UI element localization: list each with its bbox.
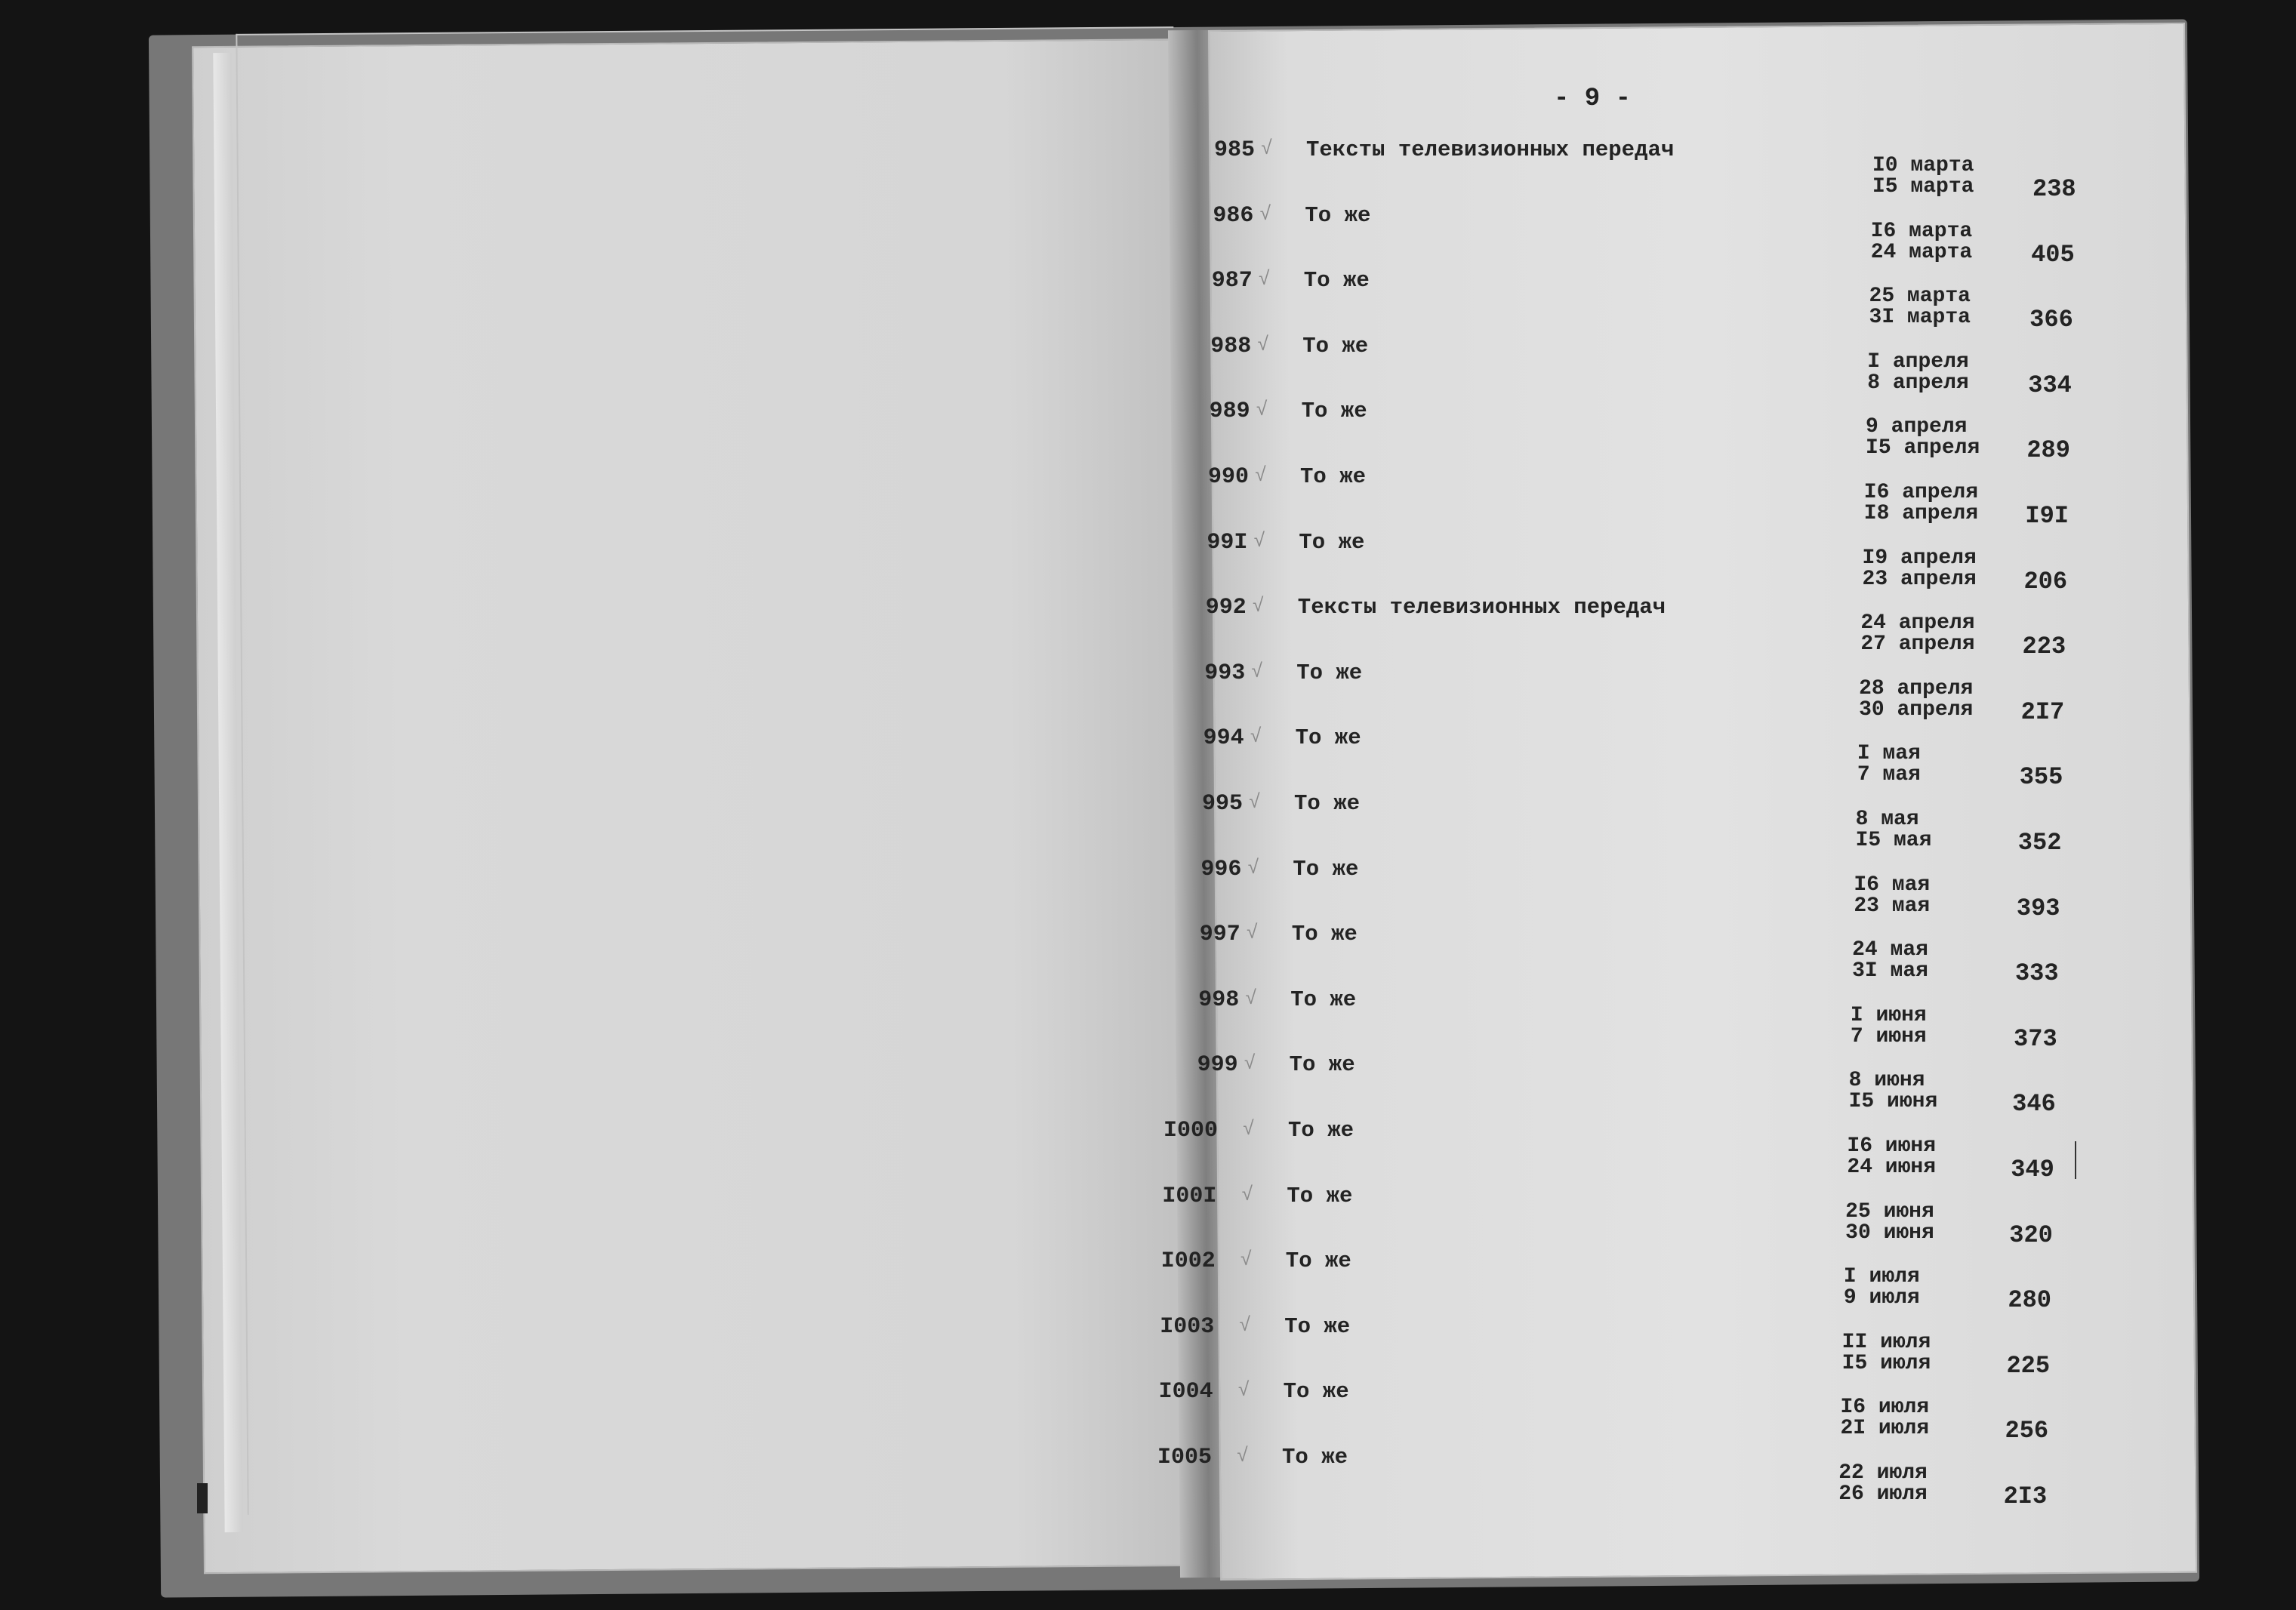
sheet-count: 405 — [2031, 240, 2075, 269]
check-mark: √ — [1261, 137, 1273, 160]
sheet-count: 373 — [2014, 1024, 2057, 1053]
case-number: 995 — [1202, 791, 1244, 817]
date-end: 7 мая — [1857, 763, 1921, 787]
check-mark: √ — [1257, 333, 1269, 356]
check-mark: √ — [1237, 1445, 1249, 1467]
check-mark: √ — [1237, 1379, 1250, 1402]
date-end: 27 апреля — [1860, 633, 1975, 657]
date-end: 24 июня — [1847, 1156, 1937, 1179]
date-end: I5 июня — [1848, 1090, 1938, 1114]
sheet-count: 2I7 — [2020, 697, 2065, 726]
check-mark: √ — [1244, 1052, 1256, 1076]
case-title: То же — [1305, 202, 1371, 228]
check-mark: √ — [1253, 529, 1265, 553]
date-start: 24 апреля — [1860, 611, 1975, 636]
check-mark: √ — [1240, 1248, 1253, 1272]
case-number: 99I — [1207, 529, 1248, 556]
date-start: II июля — [1841, 1330, 1931, 1354]
case-number: 999 — [1197, 1052, 1238, 1079]
date-end: I5 мая — [1855, 829, 1932, 852]
left-page-inner-border — [236, 26, 1185, 1515]
check-mark: √ — [1246, 922, 1259, 945]
date-start: I6 июня — [1847, 1134, 1937, 1158]
date-end: 23 мая — [1854, 894, 1931, 918]
case-title: То же — [1295, 725, 1361, 751]
date-end: 24 марта — [1870, 240, 1973, 264]
date-end: 30 июня — [1845, 1221, 1934, 1245]
date-start: 8 мая — [1855, 808, 1919, 831]
sheet-count: 355 — [2019, 763, 2063, 792]
sheet-count: 320 — [2009, 1221, 2053, 1249]
check-mark: √ — [1241, 1183, 1253, 1206]
case-number: 987 — [1211, 268, 1253, 294]
check-mark: √ — [1245, 987, 1257, 1010]
case-number: 992 — [1205, 595, 1247, 621]
sheet-count: 334 — [2028, 371, 2072, 399]
sheet-count: 2I3 — [2003, 1482, 2048, 1510]
case-title: То же — [1282, 1445, 1348, 1470]
date-start: I6 марта — [1870, 219, 1973, 243]
case-number: 990 — [1208, 464, 1250, 490]
date-end: I5 марта — [1872, 175, 1974, 199]
case-title: То же — [1296, 660, 1363, 685]
date-end: I5 июля — [1841, 1351, 1931, 1375]
case-title: То же — [1303, 268, 1370, 294]
date-end: I8 апреля — [1863, 502, 1979, 525]
sheet-count: 333 — [2014, 959, 2059, 988]
sheet-count: 256 — [2005, 1417, 2049, 1445]
date-start: I6 июля — [1840, 1396, 1930, 1420]
sheet-count: 352 — [2017, 829, 2062, 857]
case-title: То же — [1291, 922, 1358, 947]
case-title: То же — [1302, 333, 1369, 359]
check-mark: √ — [1249, 791, 1261, 814]
case-title: Тексты телевизионных передач — [1297, 595, 1666, 620]
case-number: 998 — [1198, 987, 1240, 1013]
date-start: I июля — [1843, 1265, 1920, 1289]
date-start: I0 марта — [1872, 154, 1974, 177]
sheet-count: 393 — [2016, 894, 2060, 922]
date-end: I5 апреля — [1866, 436, 1980, 460]
case-number: I003 — [1160, 1313, 1215, 1340]
case-title: То же — [1294, 791, 1361, 816]
case-title: То же — [1284, 1313, 1351, 1339]
sheet-count: 280 — [2008, 1286, 2051, 1315]
date-start: I6 мая — [1854, 873, 1931, 897]
sheet-count: 366 — [2029, 306, 2073, 334]
date-start: I6 апреля — [1863, 481, 1979, 504]
case-number: 997 — [1199, 922, 1240, 948]
date-end: 26 июля — [1838, 1482, 1928, 1506]
case-number: 985 — [1214, 137, 1256, 163]
case-number: I00I — [1162, 1183, 1217, 1209]
date-start: 22 июля — [1838, 1461, 1928, 1485]
date-start: 24 мая — [1852, 938, 1928, 962]
sheet-count: 225 — [2006, 1351, 2051, 1380]
date-end: 8 апреля — [1867, 371, 1969, 395]
sheet-count: 206 — [2023, 567, 2068, 596]
date-start: I июня — [1850, 1003, 1927, 1027]
sheet-count: 346 — [2012, 1090, 2056, 1119]
date-start: I9 апреля — [1862, 546, 1977, 570]
case-number: I004 — [1158, 1379, 1213, 1405]
binding-tab — [197, 1483, 208, 1513]
date-end: 3I марта — [1869, 306, 1971, 330]
check-mark: √ — [1255, 464, 1267, 487]
check-mark: √ — [1239, 1313, 1251, 1337]
sheet-count: 289 — [2026, 436, 2070, 465]
date-end: 7 июня — [1850, 1024, 1927, 1048]
case-title: То же — [1287, 1183, 1353, 1208]
sheet-count: 349 — [2011, 1156, 2054, 1184]
case-title: Тексты телевизионных передач — [1306, 137, 1675, 162]
date-start: 28 апреля — [1859, 676, 1974, 700]
case-title: То же — [1285, 1248, 1351, 1274]
check-mark: √ — [1258, 268, 1271, 291]
check-mark: √ — [1250, 725, 1262, 749]
check-mark: √ — [1247, 856, 1259, 879]
date-start: I апреля — [1867, 349, 1969, 374]
case-number: 993 — [1204, 660, 1246, 686]
date-end: 23 апреля — [1862, 567, 1977, 591]
case-number: I000 — [1163, 1118, 1219, 1144]
page-number: - 9 - — [1554, 85, 1632, 113]
case-number: 996 — [1200, 856, 1242, 882]
case-number: 994 — [1203, 725, 1244, 752]
sheet-count: 223 — [2022, 633, 2066, 661]
case-title: То же — [1300, 464, 1367, 489]
date-start: 25 июня — [1845, 1199, 1934, 1224]
case-title: То же — [1299, 529, 1365, 555]
check-mark: √ — [1256, 399, 1268, 422]
check-mark: √ — [1252, 595, 1265, 618]
date-start: I мая — [1857, 742, 1921, 766]
case-title: То же — [1288, 1118, 1354, 1143]
case-title: То же — [1293, 856, 1359, 882]
case-number: I002 — [1160, 1248, 1216, 1275]
date-end: 3I мая — [1852, 959, 1928, 984]
margin-mark — [2075, 1141, 2076, 1179]
sheet-count: I9I — [2025, 502, 2069, 530]
date-end: 9 июля — [1843, 1286, 1920, 1310]
date-end: 30 апреля — [1859, 697, 1974, 722]
case-title: То же — [1290, 987, 1357, 1012]
case-number: 988 — [1210, 333, 1252, 359]
date-start: 9 апреля — [1866, 415, 1968, 439]
case-number: I005 — [1157, 1445, 1213, 1470]
check-mark: √ — [1251, 660, 1263, 683]
check-mark: √ — [1243, 1118, 1255, 1141]
check-mark: √ — [1259, 202, 1271, 226]
case-number: 986 — [1213, 202, 1254, 229]
date-end: 2I июля — [1840, 1417, 1930, 1441]
date-start: 8 июня — [1848, 1069, 1925, 1093]
case-number: 989 — [1209, 399, 1250, 425]
date-start: 25 марта — [1869, 285, 1971, 309]
case-title: То же — [1301, 399, 1367, 424]
sheet-count: 238 — [2032, 175, 2076, 203]
case-title: То же — [1289, 1052, 1355, 1078]
case-title: То же — [1283, 1379, 1349, 1405]
